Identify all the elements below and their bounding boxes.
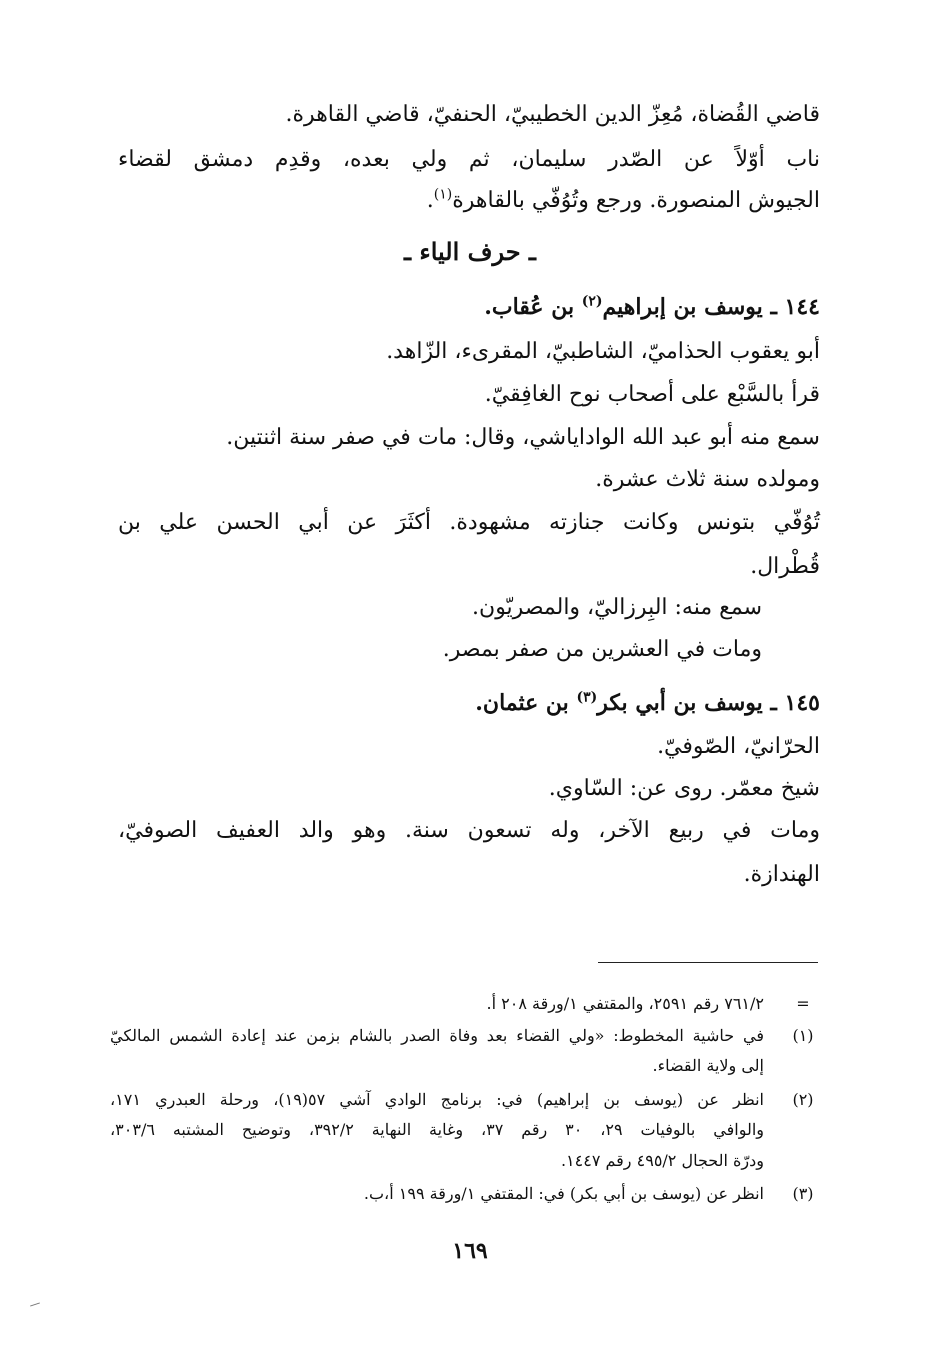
body-line-3 <box>427 186 820 216</box>
entry-145-name-end: بن عثمان. <box>475 690 577 716</box>
footnote-ref-3: (٣) <box>576 689 598 706</box>
entry-145-name: ١٤٥ ـ يوسف بن أبي بكر <box>597 690 820 716</box>
footnote-continuation: ٧٦١/٢ رقم ٢٥٩١، والمقتفي ١/ورقة ٢٠٨ أ. <box>486 994 764 1013</box>
body-line-6: قرأ بالسَّبْع على أصحاب نوح الغافِقيّ. <box>484 382 820 407</box>
body-line-1: قاضي القُضاة، مُعِزّ الدين الخطيبيّ، الحنفيّ، قاضي القاهرة. <box>285 102 820 127</box>
entry-145-heading <box>475 688 820 718</box>
body-line-17: الهندازة. <box>743 862 820 887</box>
footnote-2-line-1: انظر عن (يوسف بن إبراهيم) في: برنامج الوادي آشي ٥٧(١٩)، ورحلة العبدري ١٧١، <box>110 1090 764 1109</box>
body-line-9: تُوُفّي بتونس وكانت جنازته مشهودة. أكثَرَ عن أبي الحسن علي بن <box>118 510 820 535</box>
body-line-2: ناب أوّلاً عن الصّدر سليمان، ثم ولي بعده، وقدِم دمشق لقضاء <box>118 147 820 172</box>
section-heading: ـ حرف الياء ـ <box>404 237 536 266</box>
footnote-ref-2: (٢) <box>581 293 603 310</box>
body-line-5: أبو يعقوب الحذاميّ، الشاطبيّ، المقرىء، الزّاهد. <box>386 339 820 364</box>
footnote-1-line-1: في حاشية المخطوط: «ولي القضاء بعد وفاة الصدر بالشام بزمن عند إعادة الشمس المالكيّ <box>110 1026 764 1045</box>
scan-mark <box>30 1302 40 1306</box>
body-line-8: ومولده سنة ثلاث عشرة. <box>595 467 820 492</box>
entry-144-name: ١٤٤ ـ يوسف بن إبراهيم <box>602 294 820 320</box>
body-line-3-text: الجيوش المنصورة. ورجع وتُوُفّي بالقاهرة <box>452 188 820 213</box>
footnote-3-number: (٣) <box>792 1184 814 1203</box>
footnote-divider <box>598 962 818 963</box>
entry-144-name-end: بن عُقاب. <box>484 294 582 320</box>
body-line-12: ومات في العشرين من صفر بمصر. <box>442 637 762 662</box>
body-line-10: قُطْرال. <box>750 554 820 579</box>
body-line-11: سمع منه: البِرزاليّ، والمصريّون. <box>472 595 762 620</box>
body-line-3-end: . <box>426 188 434 213</box>
body-line-16: ومات في ربيع الآخر، وله تسعون سنة. وهو والد العفيف الصوفيّ، <box>118 818 820 843</box>
footnote-ref-1: (١) <box>433 186 453 203</box>
body-line-7: سمع منه أبو عبد الله الواداياشي، وقال: مات في صفر سنة اثنتين. <box>226 425 820 450</box>
footnote-2-line-2: والوافي بالوفيات ٢٩، ٣٠ رقم ٣٧، وغاية النهاية ٣٩٢/٢، وتوضيح المشتبه ٣٠٣/٦، <box>110 1120 764 1139</box>
footnote-2-number: (٢) <box>792 1090 814 1109</box>
footnote-1-number: (١) <box>792 1026 814 1045</box>
page-number: ١٦٩ <box>452 1238 488 1264</box>
footnote-2-line-3: ودرّة الحجال ٤٩٥/٢ رقم ١٤٤٧. <box>560 1151 764 1170</box>
footnote-1-line-2: إلى ولاية القضاء. <box>652 1056 764 1075</box>
entry-144-heading <box>484 292 820 322</box>
footnote-3-line-1: انظر عن (يوسف بن أبي بكر) في: المقتفي ١/ورقة ١٩٩ أ،ب. <box>363 1184 764 1203</box>
body-line-15: شيخ معمّر. روى عن: السّاوي. <box>548 776 820 801</box>
footnote-continuation-mark: = <box>796 994 810 1013</box>
body-line-14: الحرّانيّ، الصّوفيّ. <box>657 734 820 759</box>
